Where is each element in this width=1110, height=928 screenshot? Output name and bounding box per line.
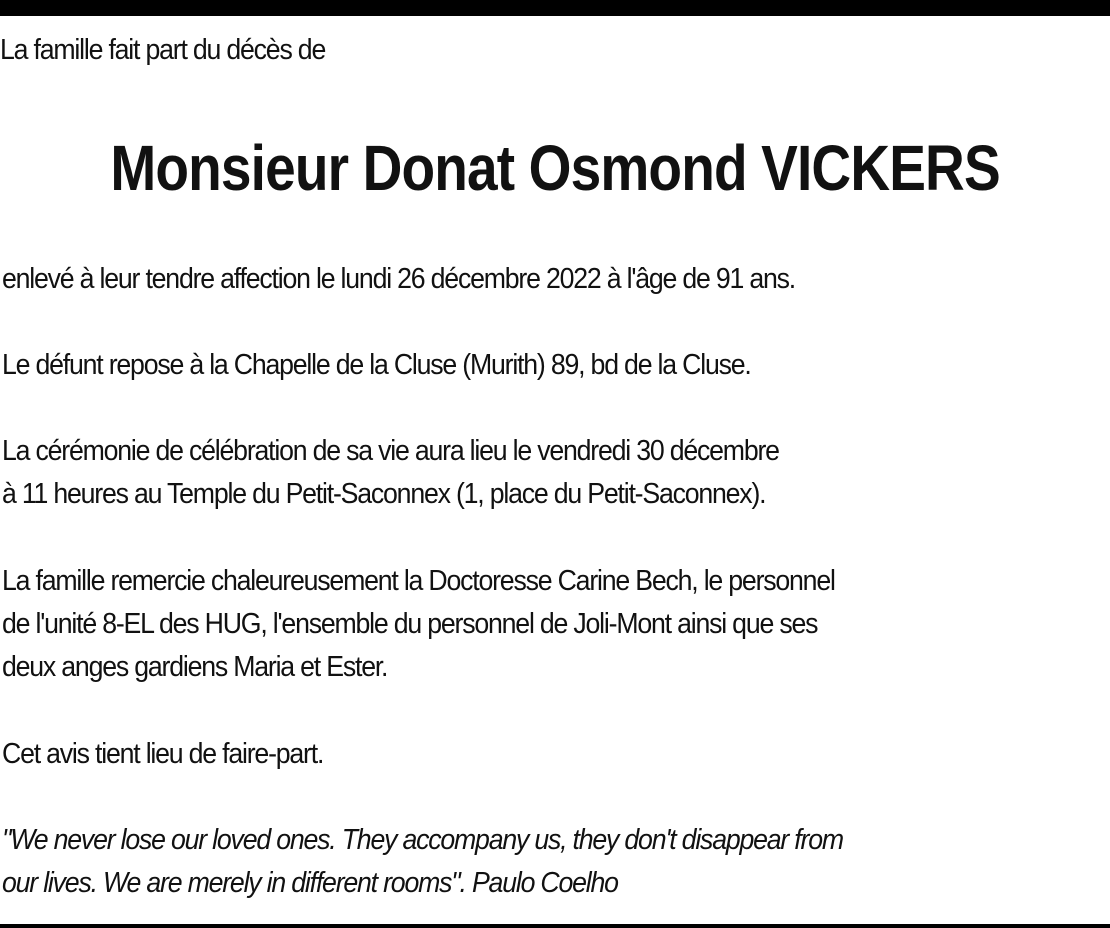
top-border-rule [0,0,1110,16]
thanks-line: La famille remercie chaleureusement la Doctoresse Carine Bech, le personnel [2,565,835,597]
bottom-border-rule [0,924,1110,928]
ceremony-paragraph [2,430,779,516]
deceased-name [0,126,1110,210]
resting-place-paragraph: Le défunt repose à la Chapelle de la Cluse (Murith) 89, bd de la Cluse. [2,349,751,381]
ceremony-line: La cérémonie de célébration de sa vie aura lieu le vendredi 30 décembre [2,435,779,467]
announcement-note: Cet avis tient lieu de faire-part. [2,738,324,770]
thanks-paragraph [2,560,835,689]
passing-date-paragraph: enlevé à leur tendre affection le lundi 26 décembre 2022 à l'âge de 91 ans. [2,263,796,295]
thanks-line: deux anges gardiens Maria et Ester. [2,651,388,683]
ceremony-line: à 11 heures au Temple du Petit-Saconnex (1, place du Petit-Saconnex). [2,478,766,510]
quote-line: "We never lose our loved ones. They accompany us, they don't disappear from [2,824,843,856]
intro-text: La famille fait part du décès de [0,34,326,66]
deceased-name-text: Monsieur Donat Osmond VICKERS [110,132,1000,204]
closing-quote [2,819,843,905]
quote-line: our lives. We are merely in different rooms". Paulo Coelho [2,867,618,899]
thanks-line: de l'unité 8-EL des HUG, l'ensemble du personnel de Joli-Mont ainsi que ses [2,608,818,640]
